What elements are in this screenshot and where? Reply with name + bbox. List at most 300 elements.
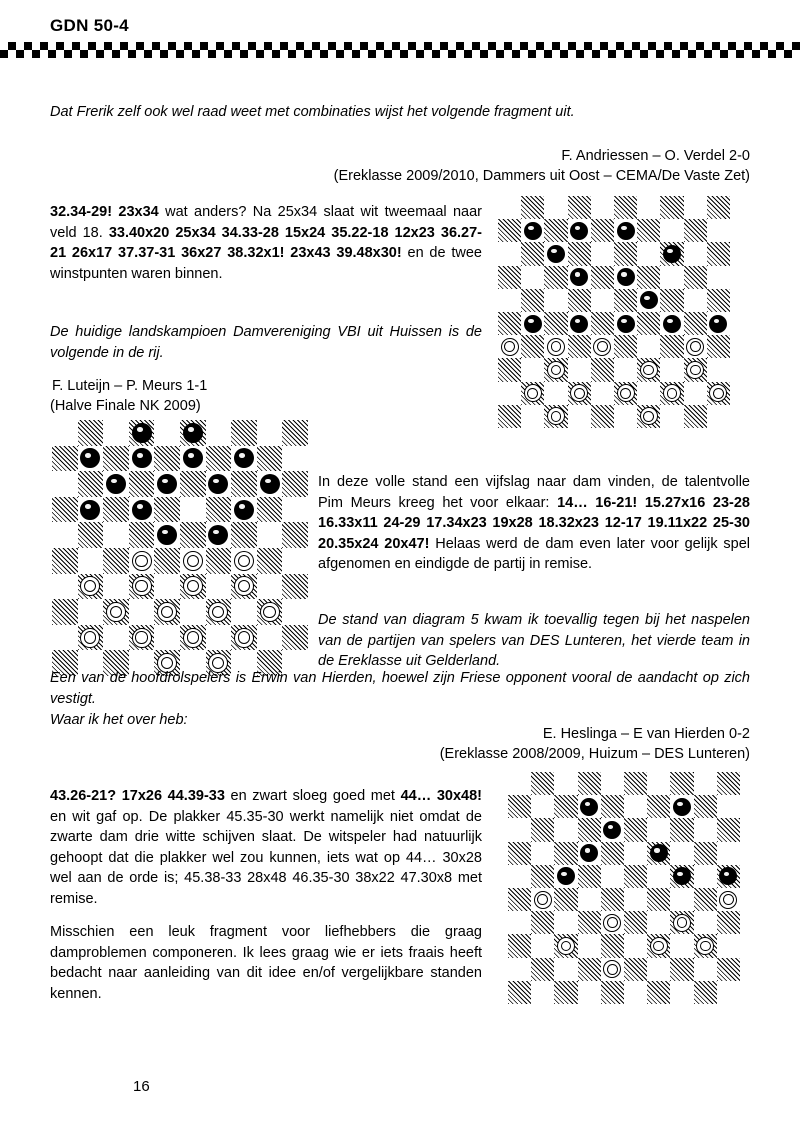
board-square (591, 289, 614, 312)
game2-event: (Halve Finale NK 2009) (50, 398, 201, 414)
black-piece (132, 448, 152, 468)
board-square (508, 772, 531, 795)
board-square (670, 888, 693, 911)
board-square (508, 934, 531, 957)
board-square (498, 219, 521, 242)
board-square (544, 358, 567, 381)
board-square (707, 242, 730, 265)
board-square (180, 497, 206, 523)
board-square (614, 219, 637, 242)
board-square (180, 574, 206, 600)
board-square (531, 795, 554, 818)
white-piece (547, 338, 565, 356)
board-square (591, 312, 614, 335)
black-piece (673, 798, 691, 816)
board-square (637, 405, 660, 428)
board-square (601, 981, 624, 1004)
board-square (521, 266, 544, 289)
board-square (257, 522, 283, 548)
lead-paragraph-2: De huidige landskampioen Damvereniging VBI uit Huissen is de volgende in de rij. (50, 324, 482, 361)
board-square (601, 865, 624, 888)
board-square (531, 958, 554, 981)
board-square (614, 289, 637, 312)
checkered-divider (0, 42, 800, 58)
diagram-board-2 (52, 420, 308, 676)
board-square (52, 574, 78, 600)
board-square (717, 981, 740, 1004)
board-square (568, 196, 591, 219)
board-square (568, 219, 591, 242)
board-square (601, 888, 624, 911)
board-square (624, 888, 647, 911)
black-piece (234, 448, 254, 468)
board-square (717, 888, 740, 911)
board-square (521, 219, 544, 242)
board-square (180, 420, 206, 446)
white-piece (617, 384, 635, 402)
white-piece (260, 602, 280, 622)
board-square (660, 289, 683, 312)
board-square (578, 865, 601, 888)
white-piece (234, 551, 254, 571)
board-square (670, 911, 693, 934)
board-square (231, 497, 257, 523)
board-square (180, 522, 206, 548)
game2-text-1: In deze volle stand een vijfslag naar dam vinden, de talentvolle Pim Meurs kreeg het voor elkaar: (318, 474, 750, 511)
white-piece (534, 891, 552, 909)
white-piece (183, 576, 203, 596)
board-square (601, 958, 624, 981)
game3-moves-2: 44… 30x48! (400, 788, 482, 804)
game3-text-1: en zwart sloeg goed met (224, 788, 401, 804)
board-square (601, 842, 624, 865)
board-square (231, 548, 257, 574)
black-piece (524, 315, 542, 333)
board-square (544, 196, 567, 219)
black-piece (208, 474, 228, 494)
board-square (637, 312, 660, 335)
board-square (282, 625, 308, 651)
game1-event: (Ereklasse 2009/2010, Dammers uit Oost – CEMA/De Vaste Zet) (333, 168, 750, 184)
board-square (601, 795, 624, 818)
board-square (554, 795, 577, 818)
board-square (521, 335, 544, 358)
board-square (206, 548, 232, 574)
board-square (206, 522, 232, 548)
board-square (282, 522, 308, 548)
board-square (554, 842, 577, 865)
board-square (498, 196, 521, 219)
board-square (660, 358, 683, 381)
board-square (660, 335, 683, 358)
board-square (103, 522, 129, 548)
board-square (103, 420, 129, 446)
game1-moves-2: 33.40x20 25x34 34.33-28 15x24 35.22-18 12x23 36.27-21 26x17 37.37-31 36x27 38.32x1! 23x43 39.48x30! (50, 224, 482, 262)
white-piece (183, 551, 203, 571)
board-square (684, 335, 707, 358)
white-piece (640, 361, 658, 379)
board-square (591, 219, 614, 242)
board-square (129, 471, 155, 497)
white-piece (686, 338, 704, 356)
board-square (591, 266, 614, 289)
black-piece (617, 315, 635, 333)
black-piece (673, 867, 691, 885)
board-square (508, 842, 531, 865)
game3-players: E. Heslinga – E van Hierden 0-2 (542, 726, 750, 742)
board-square (614, 358, 637, 381)
game2-moves-1: 14… 16-21! 15.27x16 23-28 16.33x11 24-29 17.34x23 19x28 18.32x23 12-17 19.11x22 25-30 20.35x24 20x47! (318, 494, 750, 552)
board-square (498, 405, 521, 428)
board-square (578, 772, 601, 795)
board-square (521, 312, 544, 335)
board-square (684, 196, 707, 219)
board-square (614, 335, 637, 358)
black-piece (547, 245, 565, 263)
board-square (647, 795, 670, 818)
board-square (498, 358, 521, 381)
board-square (154, 599, 180, 625)
black-piece (80, 448, 100, 468)
white-piece (234, 628, 254, 648)
board-square (624, 911, 647, 934)
board-square (282, 471, 308, 497)
board-square (660, 382, 683, 405)
board-square (684, 405, 707, 428)
board-square (624, 865, 647, 888)
board-square (694, 795, 717, 818)
board-square (694, 842, 717, 865)
board-square (707, 196, 730, 219)
board-square (684, 312, 707, 335)
board-square (591, 382, 614, 405)
board-square (498, 382, 521, 405)
white-piece (547, 361, 565, 379)
board-square (508, 865, 531, 888)
board-square (508, 911, 531, 934)
black-piece (719, 867, 737, 885)
black-piece (640, 291, 658, 309)
board-square (206, 574, 232, 600)
game1-analysis (50, 202, 482, 284)
board-square (521, 358, 544, 381)
board-square (670, 795, 693, 818)
white-piece (183, 628, 203, 648)
board-square (647, 958, 670, 981)
board-square (206, 471, 232, 497)
board-square (257, 574, 283, 600)
board-square (717, 772, 740, 795)
board-square (206, 420, 232, 446)
board-square (231, 599, 257, 625)
board-square (694, 888, 717, 911)
board-square (637, 382, 660, 405)
white-piece (570, 384, 588, 402)
board-square (684, 382, 707, 405)
board-square (694, 981, 717, 1004)
board-square (717, 958, 740, 981)
board-square (554, 865, 577, 888)
board-square (694, 934, 717, 957)
board-square (257, 599, 283, 625)
board-square (129, 599, 155, 625)
board-square (78, 548, 104, 574)
board-square (103, 625, 129, 651)
black-piece (524, 222, 542, 240)
board-square (508, 818, 531, 841)
board-square (554, 772, 577, 795)
board-square (531, 842, 554, 865)
black-piece (603, 821, 621, 839)
para3-rest (50, 668, 750, 709)
board-square (707, 266, 730, 289)
board-square (707, 358, 730, 381)
white-piece (157, 602, 177, 622)
board-square (282, 420, 308, 446)
game2-text-2: Helaas werd de dam even later voor gelijk spel afgenomen en eindigde de partij in remise. (318, 535, 751, 573)
board-square (180, 625, 206, 651)
board-square (103, 497, 129, 523)
black-piece (570, 268, 588, 286)
game2-analysis (318, 472, 750, 575)
para3-lead-line: Waar ik het over heb: (50, 712, 188, 728)
board-square (257, 420, 283, 446)
black-piece (157, 525, 177, 545)
board-square (78, 420, 104, 446)
black-piece (663, 315, 681, 333)
white-piece (524, 384, 542, 402)
board-square (206, 446, 232, 472)
white-piece (501, 338, 519, 356)
board-square (180, 446, 206, 472)
board-square (282, 548, 308, 574)
board-square (129, 420, 155, 446)
black-piece (709, 315, 727, 333)
board-square (670, 865, 693, 888)
board-square (568, 266, 591, 289)
black-piece (663, 245, 681, 263)
board-square (578, 842, 601, 865)
board-square (660, 266, 683, 289)
diagram-board-3 (508, 772, 740, 1004)
board-square (684, 289, 707, 312)
board-square (647, 981, 670, 1004)
board-square (637, 196, 660, 219)
board-square (591, 242, 614, 265)
board-square (544, 266, 567, 289)
board-square (568, 405, 591, 428)
board-square (531, 981, 554, 1004)
board-square (78, 471, 104, 497)
board-square (624, 958, 647, 981)
game3-text-2: en wit gaf op. De plakker 45.35-30 werkt namelijk niet omdat de zwarte dam drie witte schijven slaat. De witspeler had natuurlijk gehoopt dat die plakker wel zou kunnen, iets wat op 44… 30x28 wel aan de orde is; 45.38-33 28x48 46.35-30 38x22 47.30x8 met remise. (50, 808, 482, 907)
board-square (498, 289, 521, 312)
board-square (282, 574, 308, 600)
board-square (52, 625, 78, 651)
board-square (257, 446, 283, 472)
board-square (257, 497, 283, 523)
board-square (78, 599, 104, 625)
board-square (257, 548, 283, 574)
board-square (154, 471, 180, 497)
board-square (684, 358, 707, 381)
board-square (601, 911, 624, 934)
board-square (154, 446, 180, 472)
black-piece (157, 474, 177, 494)
board-square (694, 865, 717, 888)
black-piece (650, 844, 668, 862)
board-square (154, 522, 180, 548)
white-piece (709, 384, 727, 402)
intro-paragraph: Dat Frerik zelf ook wel raad weet met combinaties wijst het volgende fragment uit. (50, 104, 575, 120)
black-piece (570, 222, 588, 240)
black-piece (106, 474, 126, 494)
board-square (637, 242, 660, 265)
board-square (154, 574, 180, 600)
board-square (129, 497, 155, 523)
black-piece (208, 525, 228, 545)
black-piece (260, 474, 280, 494)
board-square (591, 335, 614, 358)
board-square (624, 772, 647, 795)
board-square (614, 382, 637, 405)
board-square (717, 865, 740, 888)
board-square (554, 818, 577, 841)
board-square (717, 842, 740, 865)
white-piece (106, 602, 126, 622)
board-square (206, 599, 232, 625)
game1-text-2: en de twee winstpunten waren binnen. (50, 245, 482, 282)
page-header-title: GDN 50-4 (50, 16, 129, 35)
board-square (521, 196, 544, 219)
white-piece (663, 384, 681, 402)
white-piece (603, 960, 621, 978)
board-square (78, 497, 104, 523)
black-piece (580, 798, 598, 816)
board-square (521, 242, 544, 265)
game3-moves-1: 43.26-21? 17x26 44.39-33 (50, 788, 225, 804)
board-square (129, 625, 155, 651)
board-square (578, 818, 601, 841)
board-square (531, 934, 554, 957)
board-square (531, 865, 554, 888)
white-piece (557, 937, 575, 955)
board-square (508, 888, 531, 911)
board-square (52, 599, 78, 625)
board-square (129, 574, 155, 600)
black-piece (617, 268, 635, 286)
board-square (707, 312, 730, 335)
board-square (129, 548, 155, 574)
board-square (647, 842, 670, 865)
white-piece (132, 628, 152, 648)
board-square (544, 289, 567, 312)
board-square (282, 446, 308, 472)
board-square (103, 574, 129, 600)
board-square (717, 795, 740, 818)
board-square (591, 196, 614, 219)
black-piece (557, 867, 575, 885)
board-square (637, 266, 660, 289)
para3-rest-text: Een van de hoofdrolspelers is Erwin van Hierden, hoewel zijn Friese opponent vooral de aandacht op zich vestigt. (50, 670, 750, 707)
board-square (103, 446, 129, 472)
board-square (231, 471, 257, 497)
board-square (531, 818, 554, 841)
board-square (591, 405, 614, 428)
board-square (531, 888, 554, 911)
white-piece (719, 891, 737, 909)
board-square (206, 497, 232, 523)
board-square (694, 818, 717, 841)
black-piece (570, 315, 588, 333)
board-square (521, 382, 544, 405)
white-piece (603, 914, 621, 932)
board-square (129, 446, 155, 472)
white-piece (696, 937, 714, 955)
black-piece (183, 423, 203, 443)
board-square (670, 958, 693, 981)
board-square (180, 548, 206, 574)
board-square (231, 574, 257, 600)
board-square (568, 312, 591, 335)
page-number: 16 (133, 1078, 150, 1095)
white-piece (650, 937, 668, 955)
board-square (707, 382, 730, 405)
board-square (578, 958, 601, 981)
board-square (282, 599, 308, 625)
game1-moves-1: 32.34-29! 23x34 (50, 204, 159, 220)
board-square (508, 981, 531, 1004)
black-piece (580, 844, 598, 862)
board-square (568, 335, 591, 358)
board-square (578, 934, 601, 957)
board-square (624, 934, 647, 957)
board-square (694, 958, 717, 981)
board-square (624, 795, 647, 818)
board-square (521, 405, 544, 428)
board-square (498, 312, 521, 335)
board-square (257, 471, 283, 497)
board-square (554, 934, 577, 957)
white-piece (593, 338, 611, 356)
board-square (498, 242, 521, 265)
board-square (52, 446, 78, 472)
board-square (544, 312, 567, 335)
board-square (707, 335, 730, 358)
board-square (257, 625, 283, 651)
black-piece (617, 222, 635, 240)
board-square (78, 522, 104, 548)
white-piece (673, 914, 691, 932)
black-piece (132, 500, 152, 520)
board-square (707, 219, 730, 242)
board-square (614, 405, 637, 428)
board-square (637, 335, 660, 358)
board-square (554, 911, 577, 934)
board-square (637, 358, 660, 381)
board-square (647, 888, 670, 911)
board-square (544, 335, 567, 358)
board-square (660, 405, 683, 428)
board-square (78, 625, 104, 651)
white-piece (547, 407, 565, 425)
white-piece (132, 551, 152, 571)
board-square (601, 934, 624, 957)
board-square (554, 958, 577, 981)
board-square (78, 446, 104, 472)
board-square (554, 981, 577, 1004)
board-square (568, 358, 591, 381)
